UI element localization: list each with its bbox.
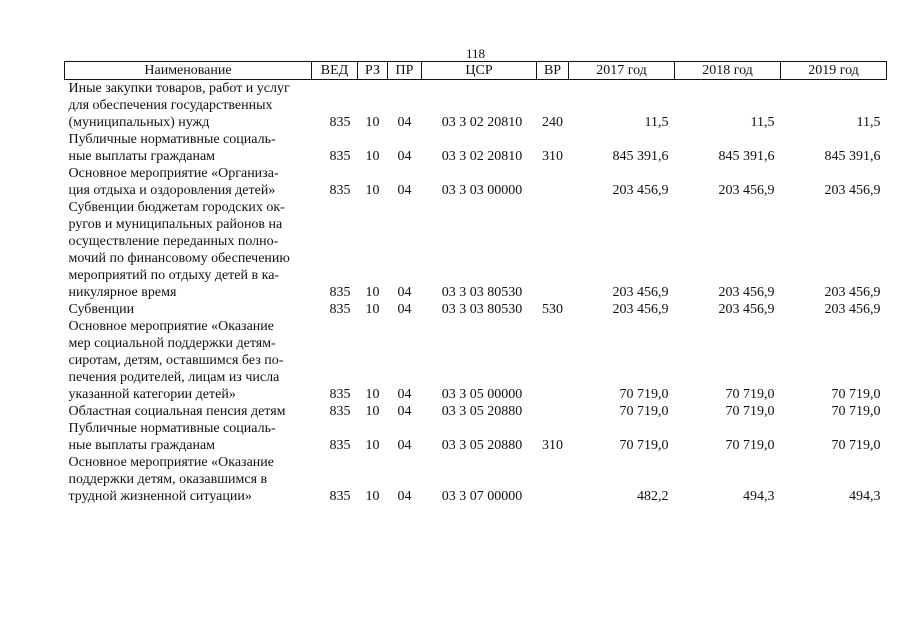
name-line: ция отдыха и оздоровления детей» xyxy=(68,183,276,198)
table-row xyxy=(65,420,887,454)
table-row xyxy=(65,199,887,301)
cell-pr: 04 xyxy=(397,302,412,317)
name-line: печения родителей, лицам из числа xyxy=(68,370,280,385)
header-vr: ВР xyxy=(537,62,569,80)
name-line: Публичные нормативные социаль- xyxy=(68,421,276,436)
cell-csr: 03 3 03 80530 xyxy=(441,285,523,300)
name-line: Основное мероприятие «Оказание xyxy=(68,455,274,470)
name-line: для обеспечения государственных xyxy=(68,98,273,113)
name-line: ные выплаты гражданам xyxy=(68,438,216,453)
cell-pr: 04 xyxy=(397,285,412,300)
cell-2018: 203 456,9 xyxy=(718,285,775,300)
cell-rz: 10 xyxy=(365,183,380,198)
cell-2018: 203 456,9 xyxy=(718,183,775,198)
cell-rz: 10 xyxy=(365,285,380,300)
table-row xyxy=(65,318,887,403)
cell-rz: 10 xyxy=(365,489,380,504)
name-line: осуществление переданных полно- xyxy=(68,234,279,249)
cell-2017: 482,2 xyxy=(637,489,669,504)
name-line: Основное мероприятие «Оказание xyxy=(68,319,274,334)
cell-ved: 835 xyxy=(329,149,351,164)
cell-vr xyxy=(537,403,569,420)
cell-2019: 70 719,0 xyxy=(831,404,881,419)
cell-ved: 835 xyxy=(329,489,351,504)
header-name: Наименование xyxy=(65,62,312,80)
cell-name xyxy=(65,454,312,505)
cell-pr: 04 xyxy=(397,489,412,504)
table-body xyxy=(65,80,887,506)
name-line: Иные закупки товаров, работ и услуг xyxy=(68,81,290,96)
cell-name xyxy=(65,131,312,165)
cell-2018: 70 719,0 xyxy=(725,438,775,453)
table-header-row xyxy=(65,62,887,80)
name-line: мочий по финансовому обеспечению xyxy=(68,251,290,266)
cell-ved: 835 xyxy=(329,183,351,198)
cell-ved: 835 xyxy=(329,387,351,402)
cell-vr: 530 xyxy=(542,302,563,317)
name-line: мероприятий по отдыху детей в ка- xyxy=(68,268,280,283)
cell-name xyxy=(65,199,312,301)
cell-2017: 70 719,0 xyxy=(619,438,669,453)
cell-name xyxy=(65,80,312,132)
cell-csr: 03 3 03 00000 xyxy=(441,183,523,198)
cell-vr xyxy=(537,199,569,301)
cell-2018: 494,3 xyxy=(743,489,775,504)
cell-2017: 203 456,9 xyxy=(612,183,669,198)
header-ved: ВЕД xyxy=(312,62,358,80)
cell-name xyxy=(65,301,312,318)
cell-pr: 04 xyxy=(397,404,412,419)
cell-2019: 203 456,9 xyxy=(824,302,881,317)
cell-2019: 70 719,0 xyxy=(831,438,881,453)
cell-vr xyxy=(537,318,569,403)
cell-pr: 04 xyxy=(397,183,412,198)
cell-rz: 10 xyxy=(365,404,380,419)
table-row xyxy=(65,80,887,132)
cell-csr: 03 3 05 20880 xyxy=(441,438,523,453)
cell-rz: 10 xyxy=(365,302,380,317)
cell-2018: 70 719,0 xyxy=(725,404,775,419)
name-line: мер социальной поддержки детям- xyxy=(68,336,276,351)
cell-rz: 10 xyxy=(365,387,380,402)
cell-2019: 203 456,9 xyxy=(824,285,881,300)
cell-rz: 10 xyxy=(365,115,380,130)
cell-2019: 11,5 xyxy=(856,115,881,130)
cell-ved: 835 xyxy=(329,302,351,317)
cell-pr: 04 xyxy=(397,115,412,130)
cell-2018: 203 456,9 xyxy=(718,302,775,317)
cell-pr: 04 xyxy=(397,149,412,164)
cell-ved: 835 xyxy=(329,115,351,130)
budget-table xyxy=(64,61,887,505)
cell-csr: 03 3 02 20810 xyxy=(441,149,523,164)
cell-rz: 10 xyxy=(365,149,380,164)
name-line: никулярное время xyxy=(68,285,177,300)
name-line: Субвенции бюджетам городских ок- xyxy=(68,200,285,215)
cell-name xyxy=(65,420,312,454)
cell-2019: 70 719,0 xyxy=(831,387,881,402)
cell-name xyxy=(65,165,312,199)
name-line: ругов и муниципальных районов на xyxy=(68,217,283,232)
cell-csr: 03 3 05 20880 xyxy=(441,404,523,419)
cell-vr xyxy=(537,165,569,199)
name-line: сиротам, детям, оставшимся без по- xyxy=(68,353,284,368)
cell-2017: 845 391,6 xyxy=(612,149,669,164)
cell-vr xyxy=(537,454,569,505)
cell-2019: 845 391,6 xyxy=(824,149,881,164)
table-row xyxy=(65,301,887,318)
name-line: трудной жизненной ситуации» xyxy=(68,489,252,504)
cell-csr: 03 3 02 20810 xyxy=(441,115,523,130)
cell-2019: 203 456,9 xyxy=(824,183,881,198)
name-line: Областная социальная пенсия детям xyxy=(68,404,286,419)
cell-ved: 835 xyxy=(329,285,351,300)
table-row xyxy=(65,131,887,165)
page-number: 118 xyxy=(466,46,486,61)
header-pr: ПР xyxy=(388,62,422,80)
table-row xyxy=(65,403,887,420)
cell-ved: 835 xyxy=(329,404,351,419)
name-line: Основное мероприятие «Организа- xyxy=(68,166,279,181)
table-row xyxy=(65,165,887,199)
header-csr: ЦСР xyxy=(422,62,537,80)
header-rz: РЗ xyxy=(358,62,388,80)
cell-2019: 494,3 xyxy=(849,489,881,504)
cell-csr: 03 3 05 00000 xyxy=(441,387,523,402)
cell-vr: 310 xyxy=(542,149,563,164)
cell-2017: 203 456,9 xyxy=(612,285,669,300)
name-line: Субвенции xyxy=(68,302,135,317)
cell-2018: 70 719,0 xyxy=(725,387,775,402)
name-line: указанной категории детей» xyxy=(68,387,236,402)
cell-vr: 240 xyxy=(542,115,563,130)
header-2018: 2018 год xyxy=(675,62,781,80)
cell-csr: 03 3 07 00000 xyxy=(441,489,523,504)
cell-pr: 04 xyxy=(397,438,412,453)
name-line: ные выплаты гражданам xyxy=(68,149,216,164)
name-line: (муниципальных) нужд xyxy=(68,115,210,130)
cell-vr: 310 xyxy=(542,438,563,453)
header-2017: 2017 год xyxy=(569,62,675,80)
cell-pr: 04 xyxy=(397,387,412,402)
cell-rz: 10 xyxy=(365,438,380,453)
name-line: Публичные нормативные социаль- xyxy=(68,132,276,147)
cell-2017: 203 456,9 xyxy=(612,302,669,317)
cell-2018: 845 391,6 xyxy=(718,149,775,164)
cell-name xyxy=(65,403,312,420)
cell-name xyxy=(65,318,312,403)
header-2019: 2019 год xyxy=(781,62,887,80)
cell-ved: 835 xyxy=(329,438,351,453)
table-row xyxy=(65,454,887,505)
cell-2017: 70 719,0 xyxy=(619,404,669,419)
cell-2017: 70 719,0 xyxy=(619,387,669,402)
name-line: поддержки детям, оказавшимся в xyxy=(68,472,268,487)
cell-2017: 11,5 xyxy=(644,115,669,130)
cell-csr: 03 3 03 80530 xyxy=(441,302,523,317)
cell-2018: 11,5 xyxy=(750,115,775,130)
